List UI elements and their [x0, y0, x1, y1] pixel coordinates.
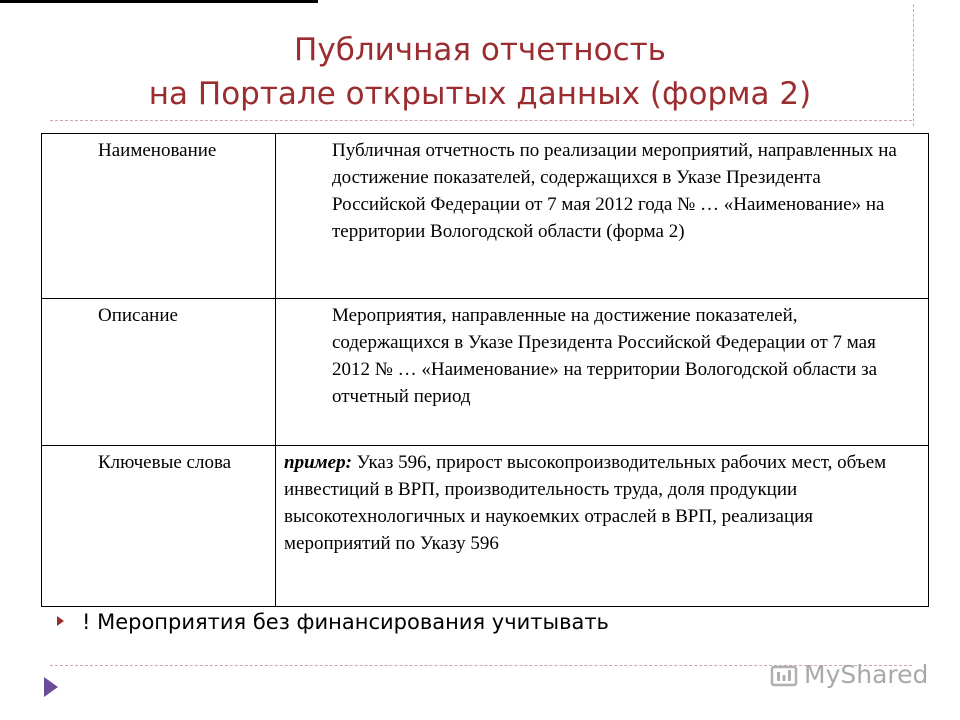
- row-label-text: Наименование: [98, 140, 217, 161]
- dotted-divider-top: [50, 120, 912, 121]
- slide-title: [60, 28, 900, 116]
- row-value-text: Публичная отчетность по реализации мероприятий, направленных на достижение показателей, содержащихся в Указе Президента Российской Федерации от 7 мая 2012 года № … «Наименование» на территории Вологодской области (форма 2): [332, 140, 897, 242]
- row-label: [42, 446, 276, 607]
- triangle-bullet-icon: [57, 616, 64, 626]
- note-text: ! Мероприятия без финансирования учитывать: [82, 610, 609, 634]
- row-label-text: Описание: [98, 305, 178, 326]
- myshared-logo-icon: [770, 662, 798, 690]
- vertical-dotted-rule: [913, 4, 914, 126]
- note-bullet: [57, 610, 609, 634]
- example-prefix: пример:: [284, 452, 352, 473]
- next-slide-arrow-icon[interactable]: [44, 677, 58, 697]
- row-value: [276, 134, 929, 299]
- title-line-1: Публичная отчетность: [294, 32, 666, 68]
- info-table: [41, 133, 929, 607]
- row-label: [42, 299, 276, 446]
- row-label-text: Ключевые слова: [98, 452, 232, 473]
- title-line-2: на Портале открытых данных (форма 2): [148, 76, 812, 112]
- keywords-value: Указ 596, прирост высокопроизводительных рабочих мест, объем инвестиций в ВРП, производительность труда, доля продукции высокотехнологичных и наукоемких отраслей в ВРП, реализация мероприятий по Указу 596: [284, 452, 887, 554]
- row-value-text: Мероприятия, направленные на достижение показателей, содержащихся в Указе Президента Российской Федерации от 7 мая 2012 № … «Наименование» на территории Вологодской области за отчетный период: [332, 305, 878, 407]
- table-row: [42, 446, 929, 607]
- top-rule: [0, 0, 318, 3]
- row-label: [42, 134, 276, 299]
- table-row: [42, 134, 929, 299]
- table-row: [42, 299, 929, 446]
- keywords-text: [284, 446, 916, 557]
- row-value: [276, 446, 929, 607]
- watermark-text: MyShared: [804, 660, 929, 689]
- row-value: [276, 299, 929, 446]
- watermark: [770, 658, 930, 694]
